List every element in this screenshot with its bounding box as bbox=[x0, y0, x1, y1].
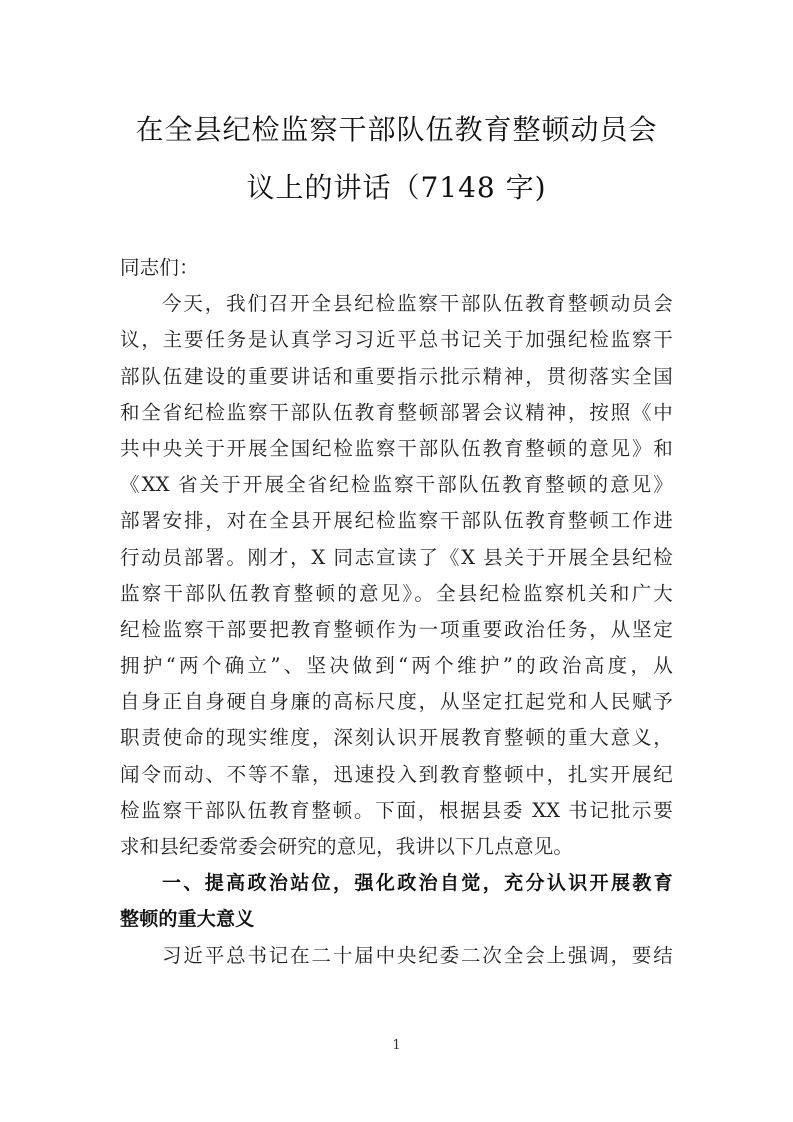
section-heading-line-1: 一、提高政治站位，强化政治自觉，充分认识开展教育 bbox=[162, 872, 673, 895]
paragraph-line: 闻令而动、不等不靠，迅速投入到教育整顿中，扎实开展纪 bbox=[120, 762, 673, 786]
paragraph-line: 求和县纪委常委会研究的意见，我讲以下几点意见。 bbox=[120, 835, 574, 858]
paragraph-line: 《XX 省关于开展全省纪检监察干部队伍教育整顿的意见》 bbox=[120, 473, 673, 497]
paragraph-line: 拥护“两个确立”、坚决做到“两个维护”的政治高度，从 bbox=[120, 654, 673, 678]
paragraph-line: 监察干部队伍教育整顿的意见》。全县纪检监察机关和广大 bbox=[120, 581, 673, 605]
paragraph-line: 习近平总书记在二十届中央纪委二次全会上强调，要结 bbox=[162, 943, 673, 967]
section-heading-line-2: 整顿的重大意义 bbox=[120, 908, 255, 931]
paragraph-line: 自身正自身硬自身廉的高标尺度，从坚定扛起党和人民赋予 bbox=[120, 690, 673, 714]
paragraph-line: 检监察干部队伍教育整顿。下面，根据县委 XX 书记批示要 bbox=[120, 798, 673, 822]
paragraph-line: 共中央关于开展全国纪检监察干部队伍教育整顿的意见》和 bbox=[120, 436, 673, 460]
salutation: 同志们： bbox=[120, 256, 199, 279]
page-number: 1 bbox=[392, 1038, 401, 1053]
paragraph-line: 部队伍建设的重要讲话和重要指示批示精神，贯彻落实全国 bbox=[120, 364, 673, 388]
document-body bbox=[120, 250, 673, 974]
document-title-line-2: 议上的讲话（7148 字) bbox=[246, 171, 547, 204]
paragraph-line: 议，主要任务是认真学习习近平总书记关于加强纪检监察干 bbox=[120, 328, 673, 352]
paragraph-line: 纪检监察干部要把教育整顿作为一项重要政治任务，从坚定 bbox=[120, 617, 673, 641]
paragraph-line: 职责使命的现实维度，深刻认识开展教育整顿的重大意义， bbox=[120, 726, 673, 750]
paragraph-line: 和全省纪检监察干部队伍教育整顿部署会议精神，按照《中 bbox=[120, 400, 673, 424]
paragraph-line: 部署安排，对在全县开展纪检监察干部队伍教育整顿工作进 bbox=[120, 509, 673, 533]
paragraph-line: 行动员部署。刚才，X 同志宣读了《X 县关于开展全县纪检 bbox=[120, 545, 673, 569]
paragraph-line: 今天，我们召开全县纪检监察干部队伍教育整顿动员会 bbox=[162, 292, 673, 316]
document-title-line-1: 在全县纪检监察干部队伍教育整顿动员会 bbox=[135, 113, 658, 146]
